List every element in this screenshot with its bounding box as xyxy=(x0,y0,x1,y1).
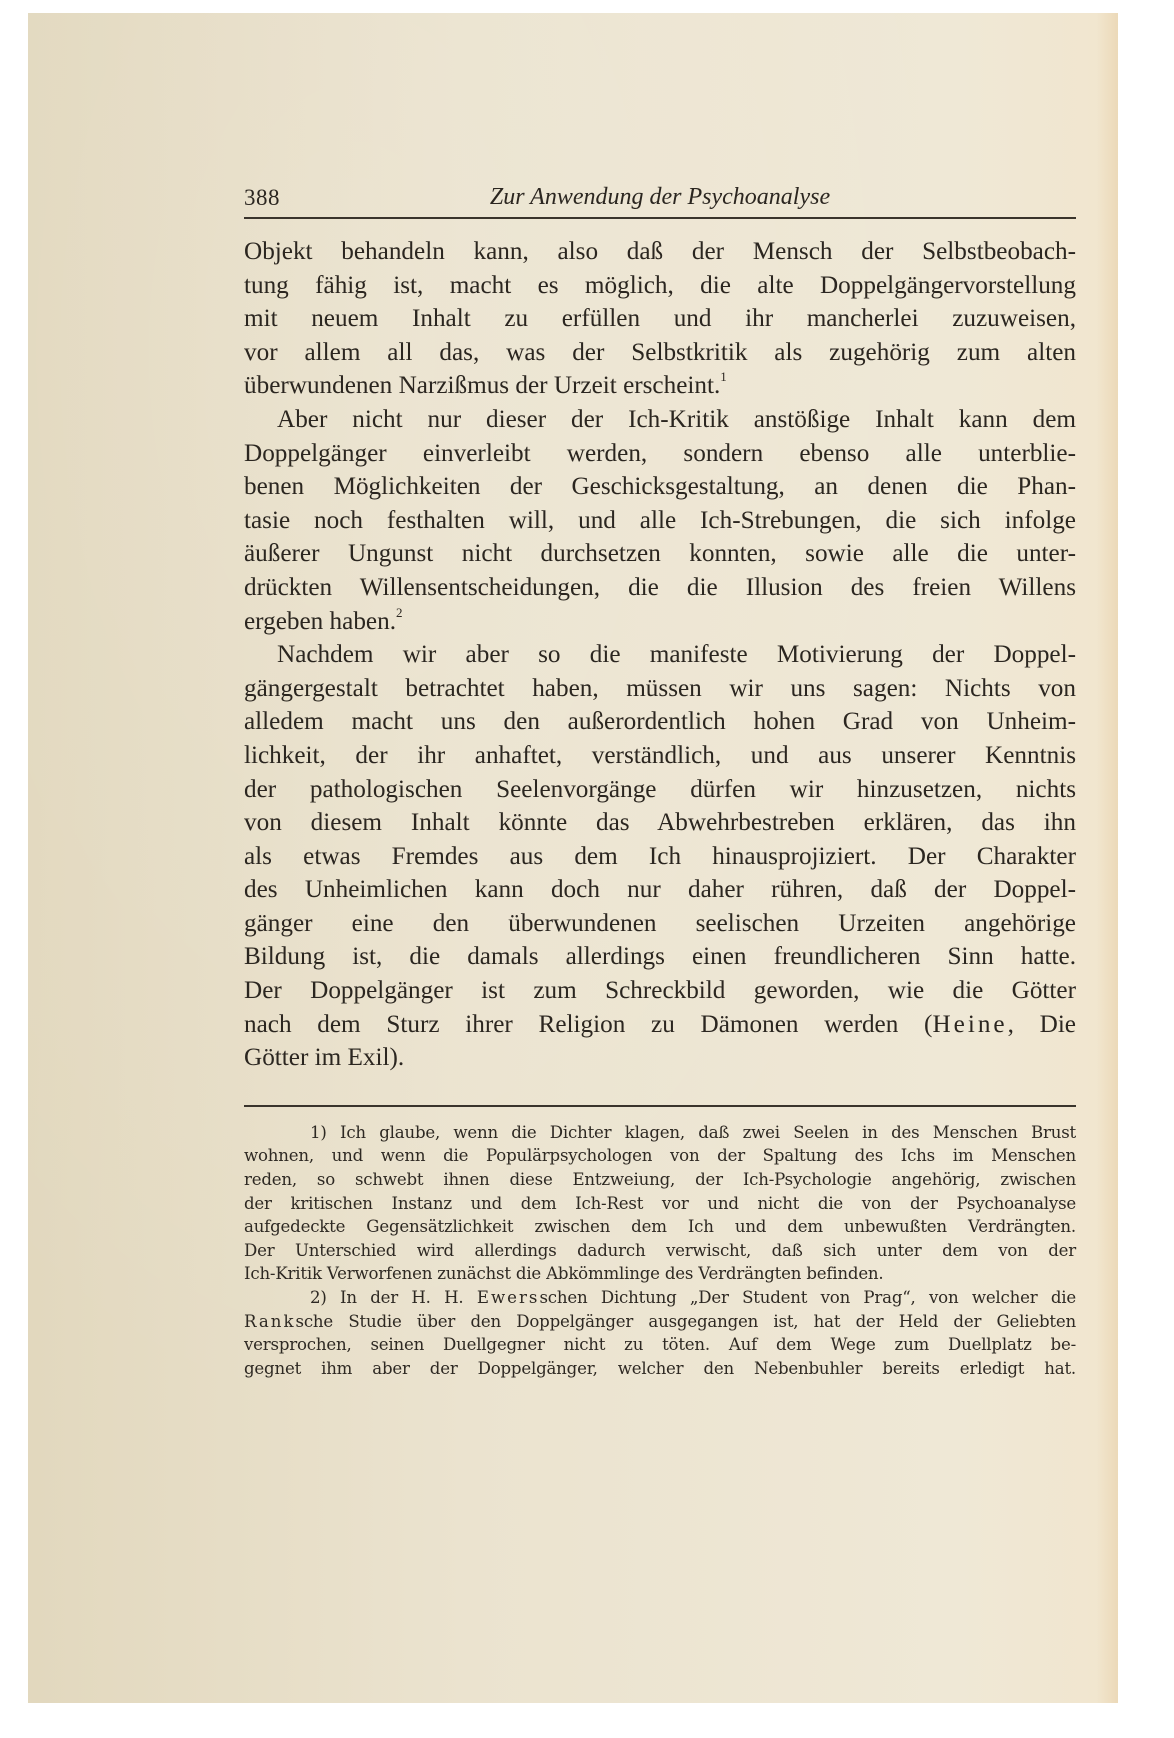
text-line: des Unheimlichen kann doch nur daher rühren, daß der Doppel- xyxy=(244,876,1076,904)
footnote-separator xyxy=(244,1105,1076,1107)
text-line: mit neuem Inhalt zu erfüllen und ihr mancherlei zuzuweisen, xyxy=(244,305,1076,333)
text-line: Bildung ist, die damals allerdings einen freundlicheren Sinn hatte. xyxy=(244,943,1076,971)
text-segment: sche Studie über den Doppelgänger ausgegangen ist, hat der Held der Geliebten xyxy=(295,1311,1076,1331)
text-line xyxy=(244,1121,1076,1145)
text-line xyxy=(244,1008,1076,1042)
text-line: aufgedeckte Gegensätzlichkeit zwischen dem Ich und dem unbewußten Verdrängten. xyxy=(244,1217,1076,1237)
text-line: Aber nicht nur dieser der Ich-Kritik anstößige Inhalt kann dem xyxy=(277,405,1076,433)
footnote-ref-2[interactable]: 2 xyxy=(396,604,403,620)
text-line: reden, so schwebt ihnen diese Entzweiung, der Ich-Psychologie angehörig, zwischen xyxy=(244,1170,1076,1190)
page-number: 388 xyxy=(244,185,280,210)
text-line xyxy=(244,605,1076,639)
footnote-2 xyxy=(244,1286,1076,1380)
text-line: versprochen, seinen Duellgegner nicht zu töten. Auf dem Wege zum Duellplatz be- xyxy=(244,1335,1076,1355)
text-segment: nach dem Sturz ihrer Religion zu Dämonen werden ( xyxy=(244,1010,933,1038)
text-line: gängergestalt betrachtet haben, müssen wir uns sagen: Nichts von xyxy=(244,674,1076,702)
text-segment: ergeben haben. xyxy=(244,607,396,635)
author-name-rank: Rank xyxy=(244,1311,296,1331)
text-line: wohnen, und wenn die Populärpsychologen von der Spaltung des Ichs im Menschen xyxy=(244,1146,1076,1166)
text-line: als etwas Fremdes aus dem Ich hinausprojiziert. Der Charakter xyxy=(244,842,1076,870)
paragraph-1 xyxy=(244,235,1076,403)
text-segment: schen Dichtung „Der Student von Prag“, von welcher die xyxy=(539,1288,1077,1307)
text-line: drückten Willensentscheidungen, die die Illusion des freien Willens xyxy=(244,573,1076,601)
text-segment: Ich glaube, wenn die Dichter klagen, daß zwei Seelen in des Menschen Brust xyxy=(339,1122,1076,1142)
paragraph-3 xyxy=(244,638,1076,1075)
running-head-title: Zur Anwendung der Psychoanalyse xyxy=(489,184,831,210)
text-line: von diesem Inhalt könnte das Abwehrbestreben erklären, das ihn xyxy=(244,809,1076,837)
author-name-heine: Heine xyxy=(932,1010,1008,1038)
running-head xyxy=(244,181,1076,219)
text-line: Doppelgänger einverleibt werden, sondern ebenso alle unterblie- xyxy=(244,439,1076,467)
text-line: gänger eine den überwundenen seelischen Urzeiten angehörige xyxy=(244,909,1076,937)
book-page xyxy=(28,13,1118,1703)
footnotes xyxy=(244,1121,1076,1381)
text-line xyxy=(244,1310,1076,1334)
text-segment: , Die xyxy=(1007,1010,1076,1038)
page-content xyxy=(244,181,1076,1380)
text-line xyxy=(244,369,1076,403)
text-line: gegnet ihm aber der Doppelgänger, welcher den Nebenbuhler bereits erledigt hat. xyxy=(244,1358,1076,1378)
text-line: der kritischen Instanz und dem Ich-Rest vor und nicht die von der Psychoanalyse xyxy=(244,1193,1076,1213)
text-line: alledem macht uns den außerordentlich hohen Grad von Unheim- xyxy=(244,708,1076,736)
text-line: tung fähig ist, macht es möglich, die alte Doppelgängervorstellung xyxy=(244,271,1076,299)
text-line: Nachdem wir aber so die manifeste Motivierung der Doppel- xyxy=(277,641,1076,669)
text-segment: In der H. H. xyxy=(340,1288,477,1307)
paragraph-2 xyxy=(244,403,1076,638)
text-line xyxy=(244,1286,1076,1310)
text-line: der pathologischen Seelenvorgänge dürfen wir hinzusetzen, nichts xyxy=(244,775,1076,803)
text-line: Der Doppelgänger ist zum Schreckbild geworden, wie die Götter xyxy=(244,977,1076,1005)
text-line: Götter im Exil). xyxy=(244,1044,405,1072)
footnote-marker: 1) xyxy=(310,1122,327,1142)
text-line: tasie noch festhalten will, und alle Ich-Strebungen, die sich infolge xyxy=(244,506,1076,534)
text-line: Objekt behandeln kann, also daß der Mensch der Selbstbeobach- xyxy=(244,238,1076,265)
author-name-ewers: Ewers xyxy=(476,1288,540,1307)
text-line: Der Unterschied wird allerdings dadurch verwischt, daß sich unter dem von der xyxy=(244,1240,1076,1260)
text-segment: überwundenen Narzißmus der Urzeit erscheint. xyxy=(244,372,721,400)
text-line: Ich-Kritik Verworfenen zunächst die Abkömmlinge des Verdrängten befinden. xyxy=(244,1264,884,1284)
footnote-1 xyxy=(244,1121,1076,1286)
footnote-marker: 2) xyxy=(310,1288,327,1307)
text-line: äußerer Ungunst nicht durchsetzen konnten, sowie alle die unter- xyxy=(244,540,1076,568)
footnote-ref-1[interactable]: 1 xyxy=(720,369,727,385)
text-line: vor allem all das, was der Selbstkritik als zugehörig zum alten xyxy=(244,338,1076,366)
text-line: benen Möglichkeiten der Geschicksgestaltung, an denen die Phan- xyxy=(244,473,1076,501)
body-text xyxy=(244,235,1076,1075)
text-line: lichkeit, der ihr anhaftet, verständlich, und aus unserer Kenntnis xyxy=(244,741,1076,769)
